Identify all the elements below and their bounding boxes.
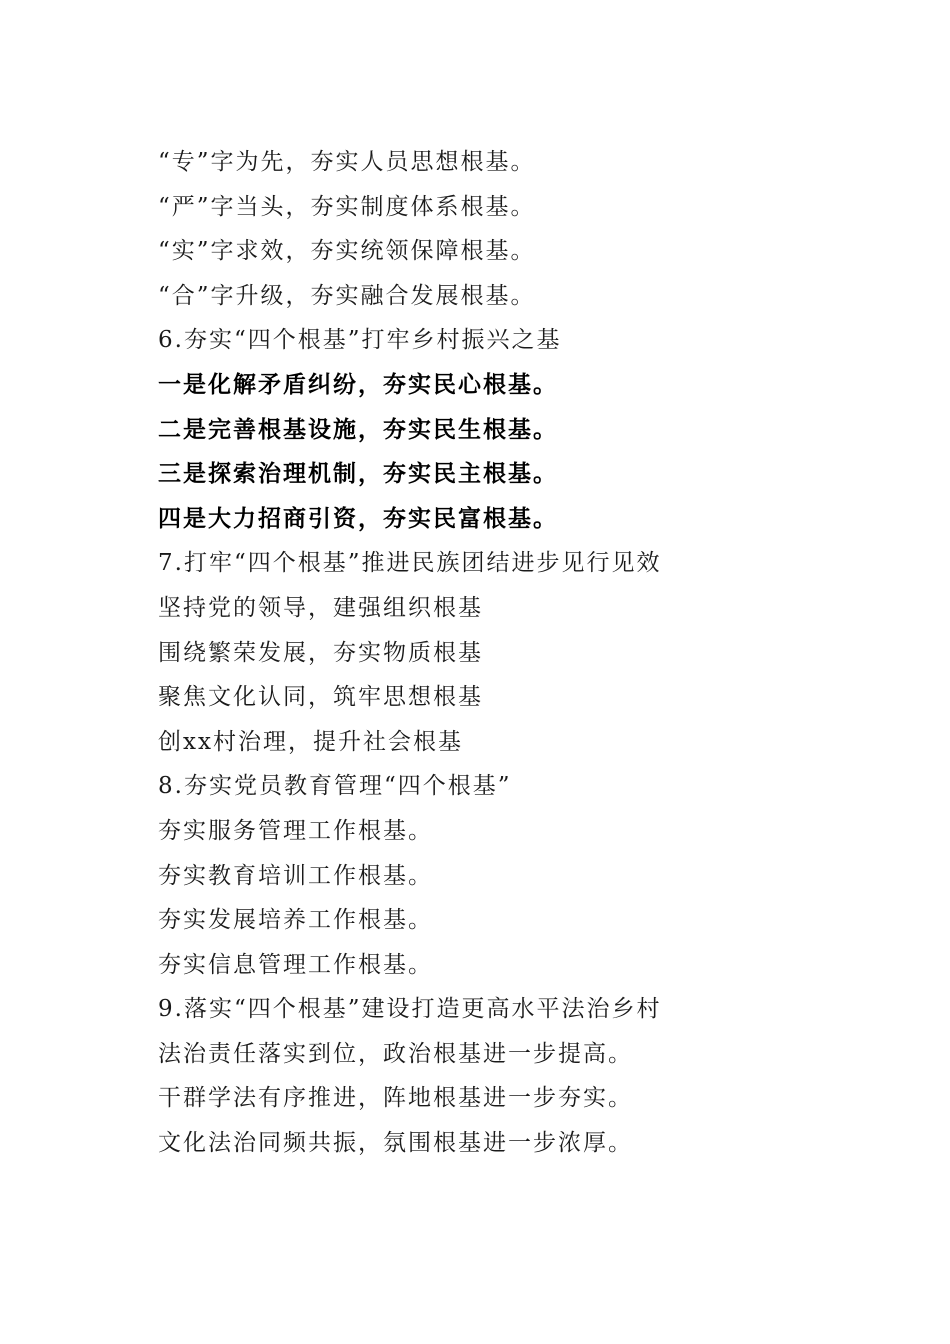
text-line: 夯实教育培训工作根基。 — [158, 862, 433, 889]
text-line: 创xx村治理，提升社会根基 — [158, 728, 463, 755]
section-heading: 6.夯实“四个根基”打牢乡村振兴之基 — [158, 327, 562, 354]
bold-text-line: 二是完善根基设施，夯实民生根基。 — [158, 415, 558, 443]
section-heading: 7.打牢“四个根基”推进民族团结进步见行见效 — [158, 550, 662, 577]
text-line: 坚持党的领导，建强组织根基 — [158, 594, 483, 621]
section-heading: 9.落实“四个根基”建设打造更高水平法治乡村 — [158, 996, 662, 1023]
text-line: 夯实服务管理工作根基。 — [158, 817, 433, 844]
text-line: “专”字为先，夯实人员思想根基。 — [158, 149, 536, 175]
bold-text-line: 三是探索治理机制，夯实民主根基。 — [158, 460, 558, 488]
text-line: 夯实发展培养工作根基。 — [158, 907, 433, 934]
bold-text-line: 四是大力招商引资，夯实民富根基。 — [158, 504, 558, 532]
text-line: “实”字求效，夯实统领保障根基。 — [158, 238, 536, 265]
document-body — [158, 140, 878, 1166]
text-line: “严”字当头，夯实制度体系根基。 — [158, 193, 536, 220]
text-line: 干群学法有序推进，阵地根基进一步夯实。 — [158, 1085, 633, 1112]
bold-text-line: 一是化解矛盾纠纷，夯实民心根基。 — [158, 370, 558, 398]
text-line: 聚焦文化认同，筑牢思想根基 — [158, 684, 483, 711]
text-line: 围绕繁荣发展，夯实物质根基 — [158, 639, 483, 666]
text-line: 夯实信息管理工作根基。 — [158, 951, 433, 978]
section-heading: 8.夯实党员教育管理“四个根基” — [158, 773, 512, 800]
text-line: 法治责任落实到位，政治根基进一步提高。 — [158, 1040, 633, 1067]
text-line: 文化法治同频共振，氛围根基进一步浓厚。 — [158, 1130, 633, 1157]
text-line: “合”字升级，夯实融合发展根基。 — [158, 282, 536, 309]
